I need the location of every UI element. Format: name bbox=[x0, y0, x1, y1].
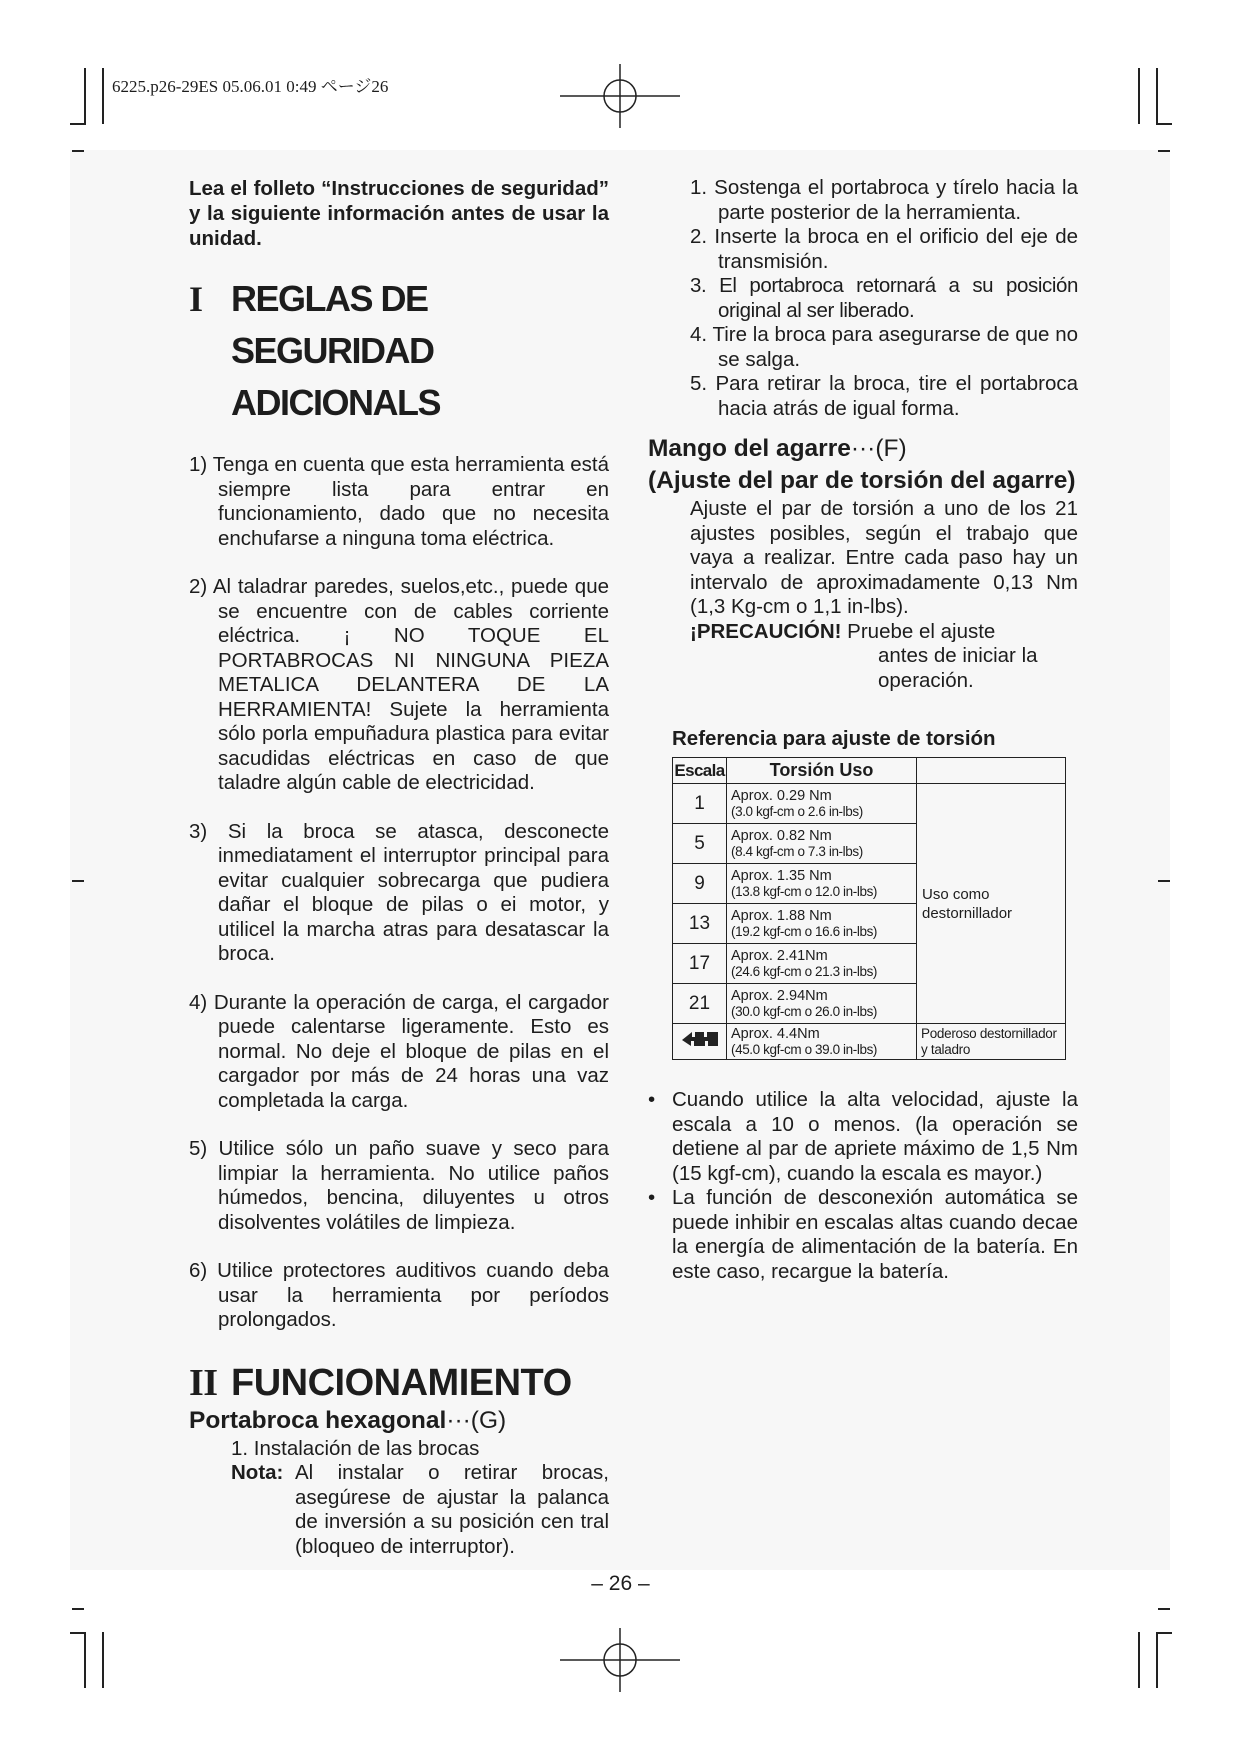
crop-mark bbox=[70, 123, 86, 125]
subheading-ref: ···(F) bbox=[850, 435, 907, 462]
section-number: I bbox=[189, 279, 202, 319]
install-subtitle: 1. Instalación de las brocas bbox=[231, 1436, 480, 1460]
crop-mark bbox=[1156, 1632, 1158, 1688]
subheading-grip-torque: (Ajuste del par de torsión del agarre) bbox=[648, 467, 1076, 494]
step-item: 4. Tire la broca para asegurarse de que no se salga. bbox=[690, 323, 1078, 371]
torque-detail: (3.0 kgf-cm o 2.6 in-lbs) bbox=[731, 803, 863, 819]
rule-item: 1) Tenga en cuenta que esta herramienta está siempre lista para entrar en funcionamiento, dado que no necesita enchufarse a ninguna toma eléctrica. bbox=[189, 453, 609, 550]
note bbox=[189, 1461, 609, 1559]
header-use bbox=[917, 758, 1066, 784]
list-item-text: La función de desconexión automática se puede inhibir en escalas altas cuando decae la energía de alimentación de la batería. En este caso, recargue la batería. bbox=[672, 1186, 1078, 1283]
registration-mark-top bbox=[560, 64, 680, 128]
torque-value: Aprox. 0.29 Nm bbox=[731, 787, 832, 804]
note-label: Nota: bbox=[231, 1461, 284, 1484]
subheading-grip bbox=[648, 433, 1078, 465]
caution-text-cont: antes de iniciar la operación. bbox=[878, 644, 1038, 692]
page-number: – 26 – bbox=[591, 1572, 650, 1595]
grip-paragraph: Ajuste el par de torsión a uno de los 21 ajustes posibles, según el trabajo que vaya a realizar. Entre cada paso hay un intervalo de aproximadamente 0,13 Nm (1,3 Kg-cm o 1,1 in-lbs). bbox=[690, 497, 1078, 618]
list-item-text: Cuando utilice la alta velocidad, ajuste la escala a 10 o menos. (la operación se detiene al par de apriete máximo de 1,5 Nm (15 kgf-cm), cuando la escala es mayor.) bbox=[672, 1088, 1078, 1185]
crop-mark bbox=[102, 1632, 104, 1688]
torque-detail: (45.0 kgf-cm o 39.0 in-lbs) bbox=[731, 1041, 878, 1057]
subheading-hex-chuck bbox=[189, 1405, 609, 1437]
registration-mark-bottom bbox=[560, 1628, 680, 1692]
scale-cell bbox=[673, 1024, 727, 1060]
torque-value: Aprox. 4.4Nm bbox=[731, 1025, 820, 1042]
bullet-icon: • bbox=[648, 1088, 656, 1111]
header-scale: Escala bbox=[673, 758, 727, 784]
list-item bbox=[648, 1186, 1078, 1284]
scale-cell: 9 bbox=[673, 864, 727, 904]
crop-mark bbox=[1156, 68, 1158, 124]
scale-cell: 13 bbox=[673, 904, 727, 944]
step-item: 5. Para retirar la broca, tire el portabroca hacia atrás de igual forma. bbox=[690, 372, 1078, 420]
caution-label: ¡PRECAUCIÓN! bbox=[690, 619, 842, 643]
left-column bbox=[189, 176, 609, 1559]
header-torque: Torsión Uso bbox=[727, 758, 917, 784]
section-number: II bbox=[189, 1361, 218, 1404]
torque-value: Aprox. 2.41Nm bbox=[731, 947, 828, 964]
crop-mark bbox=[84, 68, 86, 124]
table-header-row bbox=[673, 758, 1066, 784]
scale-cell: 1 bbox=[673, 784, 727, 824]
torque-cell bbox=[727, 904, 917, 944]
list-item bbox=[648, 1088, 1078, 1186]
scale-cell: 5 bbox=[673, 824, 727, 864]
use-cell: Uso como destornillador bbox=[917, 784, 1066, 1024]
crop-mark bbox=[72, 1608, 84, 1610]
step-item: 3. El portabroca retornará a su posición original al ser liberado. bbox=[690, 274, 1078, 322]
torque-value: Aprox. 1.88 Nm bbox=[731, 907, 832, 924]
torque-cell bbox=[727, 784, 917, 824]
crop-mark bbox=[1158, 150, 1170, 152]
torque-cell bbox=[727, 864, 917, 904]
step-item: 1. Sostenga el portabroca y tírelo hacia la parte posterior de la herramienta. bbox=[690, 176, 1078, 224]
torque-cell bbox=[727, 984, 917, 1024]
install-steps bbox=[648, 176, 1078, 421]
crop-mark bbox=[72, 150, 84, 152]
crop-mark bbox=[84, 1632, 86, 1688]
torque-cell bbox=[727, 1024, 917, 1060]
crop-mark bbox=[1156, 123, 1172, 125]
drill-icon bbox=[680, 1028, 720, 1050]
step-item: 2. Inserte la broca en el orificio del eje de transmisión. bbox=[690, 225, 1078, 273]
crop-mark bbox=[1158, 1608, 1170, 1610]
rule-item: 5) Utilice sólo un paño suave y seco para limpiar la herramienta. No utilice paños húmedos, bencina, diluyentes u otros disolventes volátiles de limpieza. bbox=[189, 1137, 609, 1234]
crop-mark bbox=[72, 880, 84, 882]
torque-detail: (19.2 kgf-cm o 16.6 in-lbs) bbox=[731, 923, 878, 939]
intro-text: Lea el folleto “Instrucciones de seguridad” y la siguiente información antes de usar la unidad. bbox=[189, 177, 609, 250]
torque-cell bbox=[727, 824, 917, 864]
grip-section bbox=[648, 433, 1078, 693]
section-title: FUNCIONAMIENTO bbox=[231, 1361, 572, 1404]
torque-value: Aprox. 1.35 Nm bbox=[731, 867, 832, 884]
table-row bbox=[673, 1024, 1066, 1060]
crop-mark bbox=[1138, 1632, 1140, 1688]
rule-item: 2) Al taladrar paredes, suelos,etc., puede que se encuentre con de cables corriente eléctrica. ¡ NO TOQUE EL PORTABROCAS NI NINGUNA PIEZA METALICA DELANTERA DE LA HERRAMIENTA! Sujete la herramienta sólo porla empuñadura plastica para evitar sacudidas eléctricas en caso de que taladre algún cable de electricidad. bbox=[189, 575, 609, 794]
section-heading-safety bbox=[189, 273, 609, 429]
torque-table bbox=[672, 757, 1066, 1060]
scale-cell: 17 bbox=[673, 944, 727, 984]
torque-detail: (13.8 kgf-cm o 12.0 in-lbs) bbox=[731, 883, 878, 899]
torque-detail: (24.6 kgf-cm o 21.3 in-lbs) bbox=[731, 963, 878, 979]
caution-text: Pruebe el ajuste bbox=[847, 619, 996, 643]
crop-mark bbox=[1138, 68, 1140, 124]
torque-detail: (8.4 kgf-cm o 7.3 in-lbs) bbox=[731, 843, 863, 859]
subheading-ref: ···(G) bbox=[446, 1406, 507, 1434]
rule-item: 4) Durante la operación de carga, el cargador puede calentarse ligeramente. Esto es normal. No deje el bloque de pilas en el cargador por más de 24 horas una vaz completada la carga. bbox=[189, 990, 609, 1112]
torque-value: Aprox. 0.82 Nm bbox=[731, 827, 832, 844]
torque-detail: (30.0 kgf-cm o 26.0 in-lbs) bbox=[731, 1003, 878, 1019]
caution bbox=[648, 620, 1078, 694]
scale-cell: 21 bbox=[673, 984, 727, 1024]
torque-cell bbox=[727, 944, 917, 984]
section-title: REGLAS DE SEGURIDAD ADICIONALS bbox=[231, 278, 440, 423]
table-row bbox=[673, 784, 1066, 824]
rule-item: 6) Utilice protectores auditivos cuando deba usar la herramienta por períodos prolongados. bbox=[189, 1259, 609, 1331]
crop-mark bbox=[1158, 880, 1170, 882]
crop-mark bbox=[102, 68, 104, 124]
notes-list bbox=[648, 1088, 1078, 1284]
bullet-icon: • bbox=[648, 1186, 656, 1209]
subheading-title: Portabroca hexagonal bbox=[189, 1406, 447, 1434]
table-title: Referencia para ajuste de torsión bbox=[672, 727, 996, 750]
crop-mark bbox=[1156, 1632, 1172, 1634]
note-text: Al instalar o retirar brocas, asegúrese de ajustar la palanca de inversión a su posición cen tral (bloqueo de interruptor). bbox=[295, 1461, 609, 1558]
torque-value: Aprox. 2.94Nm bbox=[731, 987, 828, 1004]
right-column bbox=[648, 176, 1078, 1284]
print-slug: 6225.p26-29ES 05.06.01 0:49 ページ26 bbox=[112, 77, 389, 96]
subheading-title: Mango del agarre bbox=[648, 435, 851, 462]
section-heading-operation bbox=[189, 1361, 609, 1405]
rule-item: 3) Si la broca se atasca, desconecte inmediatament el interruptor principal para evitar cualquier sobrecarga que pudiera dañar el bloque de pilas o ei motor, y utilicel la marcha atras para desatascar la broca. bbox=[189, 819, 609, 965]
use-cell: Poderoso destornillador y taladro bbox=[917, 1024, 1066, 1060]
